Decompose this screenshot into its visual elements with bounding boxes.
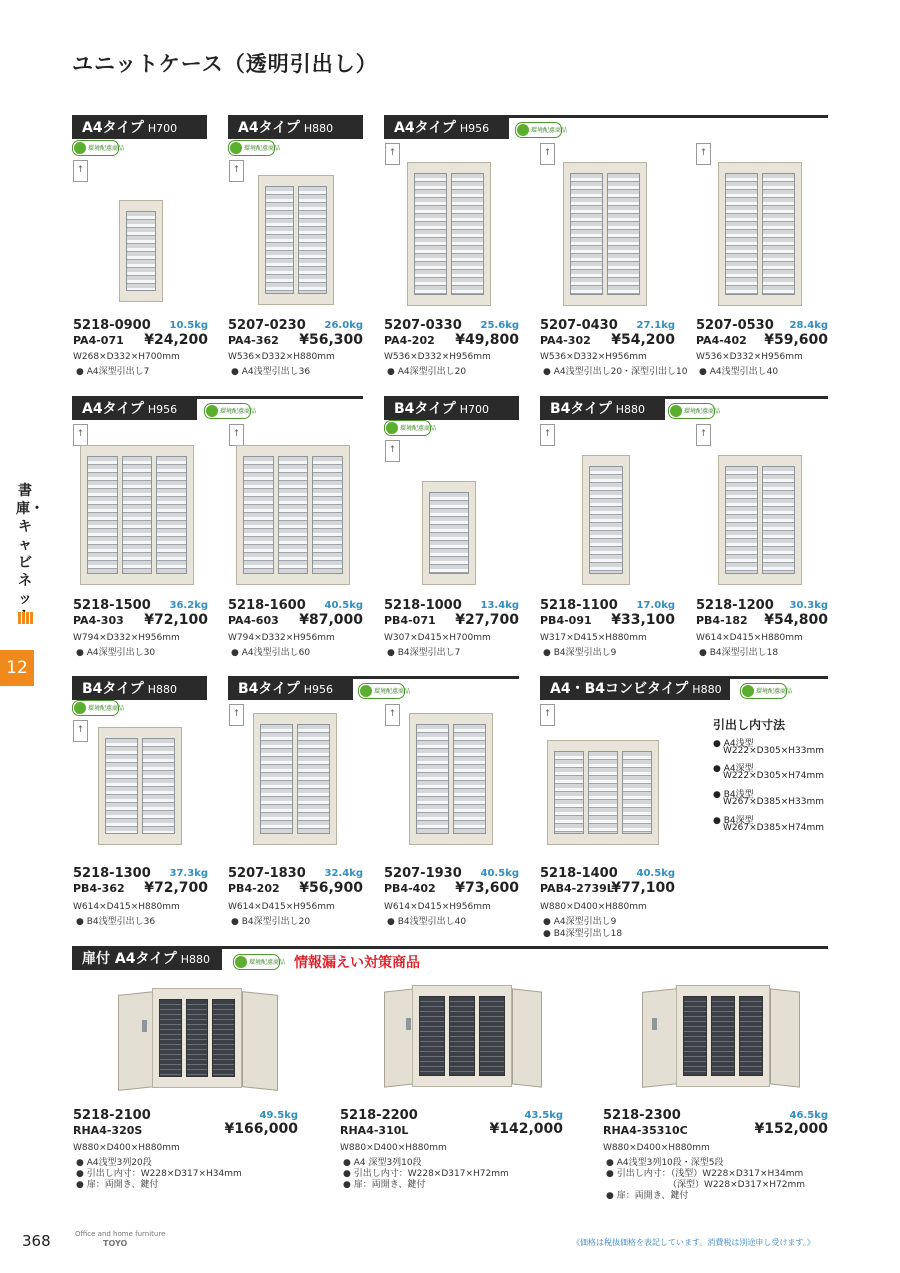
product-dimensions: W536×D332×H956mm <box>696 352 803 362</box>
product-code: 5207-0330 <box>384 318 462 333</box>
product-dimensions: W268×D332×H700mm <box>73 352 180 362</box>
tax-note: 《価格は税抜価格を表記しています。消費税は別途申し受けます。》 <box>572 1238 815 1247</box>
product-spec: ● B4深型引出し18 <box>543 929 623 939</box>
product-code: 5218-0900 <box>73 318 151 333</box>
drawer-type: ● B4深型 <box>713 816 754 826</box>
chapter-number: 12 <box>0 650 34 686</box>
product-price: ¥87,000 <box>299 612 363 628</box>
product-model: PB4-402 <box>384 882 436 895</box>
leaf-icon <box>235 956 247 968</box>
product-model: PA4-362 <box>228 334 279 347</box>
product-weight: 26.0kg <box>324 320 363 331</box>
product-spec: ● B4深型引出し9 <box>543 648 617 658</box>
arrow-mark-icon: ↑ <box>385 440 400 462</box>
product-spec: ● B4深型引出し7 <box>387 648 461 658</box>
product-code: 5207-0230 <box>228 318 306 333</box>
arrow-mark-icon: ↑ <box>229 424 244 446</box>
product-code: 5218-2300 <box>603 1108 681 1123</box>
product-price: ¥54,800 <box>764 612 828 628</box>
eco-badge: 環境配慮商品 <box>384 420 431 436</box>
product-dimensions: W614×D415×H880mm <box>73 902 180 912</box>
product-spec: ● A4深型引出し9 <box>543 917 617 927</box>
product-dimensions: W536×D332×H956mm <box>384 352 491 362</box>
cabinet-image <box>258 175 334 305</box>
product-model: PA4-402 <box>696 334 747 347</box>
product-dimensions: W880×D400×H880mm <box>340 1143 447 1153</box>
leaf-icon <box>360 685 372 697</box>
arrow-mark-icon: ↑ <box>540 143 555 165</box>
product-weight: 49.5kg <box>259 1110 298 1121</box>
section-name: B4タイプ <box>82 681 144 697</box>
leaf-icon <box>206 405 218 417</box>
section-name: A4タイプ <box>82 120 144 136</box>
page-number: 368 <box>22 1232 51 1250</box>
product-dimensions: W536×D332×H880mm <box>228 352 335 362</box>
arrow-mark-icon: ↑ <box>696 424 711 446</box>
product-weight: 10.5kg <box>169 320 208 331</box>
drawer-type: ● A4深型 <box>713 764 754 774</box>
footer-subtitle: Office and home furniture <box>75 1230 166 1238</box>
product-weight: 40.5kg <box>480 868 519 879</box>
product-dimensions: W614×D415×H956mm <box>228 902 335 912</box>
section-height: H880 <box>147 683 177 696</box>
section-a4-h956 <box>384 115 828 140</box>
product-spec: ● B4浅型引出し36 <box>76 917 156 927</box>
side-category-label: 書庫・キャビネッ <box>16 483 44 607</box>
section-name: A4タイプ <box>82 401 144 417</box>
product-spec: （深型）W228×D317×H72mm <box>668 1180 806 1190</box>
section-height: H956 <box>459 122 490 135</box>
section-height: H880 <box>303 122 334 135</box>
section-name: A4タイプ <box>238 120 300 136</box>
product-price: ¥24,200 <box>144 332 208 348</box>
arrow-mark-icon: ↑ <box>73 160 88 182</box>
product-price: ¥166,000 <box>224 1121 298 1137</box>
arrow-mark-icon: ↑ <box>229 160 244 182</box>
product-price: ¥56,300 <box>299 332 363 348</box>
product-price: ¥72,100 <box>144 612 208 628</box>
product-price: ¥73,600 <box>455 880 519 896</box>
product-model: RHA4-35310C <box>603 1124 688 1137</box>
product-price: ¥72,700 <box>144 880 208 896</box>
leaf-icon <box>670 405 682 417</box>
section-height: H956 <box>147 403 178 416</box>
product-weight: 30.3kg <box>789 600 828 611</box>
product-price: ¥56,900 <box>299 880 363 896</box>
product-weight: 27.1kg <box>636 320 675 331</box>
drawer-size: W222×D305×H33mm <box>723 746 825 756</box>
cabinet-image <box>563 162 647 306</box>
product-dimensions: W880×D400×H880mm <box>73 1143 180 1153</box>
product-weight: 40.5kg <box>324 600 363 611</box>
leaf-icon <box>74 142 86 154</box>
section-a4-h880 <box>228 115 363 140</box>
product-model: PA4-202 <box>384 334 435 347</box>
product-price: ¥49,800 <box>455 332 519 348</box>
eco-badge: 環境配慮商品 <box>740 683 787 699</box>
section-b4-h700 <box>384 396 519 421</box>
section-height: H880 <box>180 953 211 966</box>
section-name: 扉付 A4タイプ <box>82 951 177 967</box>
product-spec: ● A4浅型3列20段 <box>76 1158 152 1168</box>
cabinet-image <box>80 445 194 585</box>
eco-badge: 環境配慮商品 <box>72 140 119 156</box>
product-model: PB4-202 <box>228 882 280 895</box>
arrow-mark-icon: ↑ <box>73 424 88 446</box>
section-a4-h700 <box>72 115 207 140</box>
product-dimensions: W317×D415×H880mm <box>540 633 647 643</box>
product-code: 5218-1400 <box>540 866 618 881</box>
section-name: B4タイプ <box>394 401 456 417</box>
section-name: A4タイプ <box>394 120 456 136</box>
product-spec: ● A4深型引出し20 <box>387 367 467 377</box>
section-name: A4・B4コンビタイプ <box>550 681 689 697</box>
cabinet-image <box>98 727 182 845</box>
product-dimensions: W794×D332×H956mm <box>228 633 335 643</box>
product-model: PB4-091 <box>540 614 592 627</box>
section-b4-h880-2 <box>72 676 207 701</box>
leaf-icon <box>386 422 398 434</box>
product-code: 5218-1600 <box>228 598 306 613</box>
eco-badge: 環境配慮商品 <box>228 140 275 156</box>
page-title: ユニットケース（透明引出し） <box>72 52 378 76</box>
drawer-type: ● B4浅型 <box>713 790 754 800</box>
product-spec: ● 扉：両開き、鍵付 <box>76 1180 159 1190</box>
product-weight: 28.4kg <box>789 320 828 331</box>
product-spec: ● A4深型引出し30 <box>76 648 156 658</box>
eco-badge: 環境配慮商品 <box>204 403 251 419</box>
section-height: H880 <box>692 683 722 696</box>
product-code: 5207-1930 <box>384 866 462 881</box>
product-weight: 37.3kg <box>169 868 208 879</box>
product-weight: 46.5kg <box>789 1110 828 1121</box>
product-price: ¥77,100 <box>611 880 675 896</box>
drawer-size: W222×D305×H74mm <box>723 771 825 781</box>
cabinet-image <box>409 713 493 845</box>
product-spec: ● B4深型引出し18 <box>699 648 779 658</box>
cabinet-image <box>119 200 163 302</box>
product-weight: 40.5kg <box>636 868 675 879</box>
product-code: 5218-2100 <box>73 1108 151 1123</box>
product-spec: ● A4浅型引出し60 <box>231 648 311 658</box>
product-dimensions: W880×D400×H880mm <box>603 1143 710 1153</box>
drawer-size: W267×D385×H33mm <box>723 797 825 807</box>
product-model: PA4-071 <box>73 334 124 347</box>
product-weight: 32.4kg <box>324 868 363 879</box>
product-code: 5218-1100 <box>540 598 618 613</box>
product-spec: ● 扉：両開き、鍵付 <box>606 1191 689 1201</box>
cabinet-image <box>236 445 350 585</box>
product-code: 5218-1200 <box>696 598 774 613</box>
drawer-dims-title: 引出し内寸法 <box>713 718 786 732</box>
product-model: PAB4-2739L <box>540 882 614 895</box>
product-code: 5207-0430 <box>540 318 618 333</box>
section-height: H700 <box>147 122 178 135</box>
cabinet-image <box>422 481 476 585</box>
eco-badge: 環境配慮商品 <box>515 122 562 138</box>
product-spec: ● A4深型引出し7 <box>76 367 150 377</box>
product-spec: ● A4浅型3列10段・深型5段 <box>606 1158 724 1168</box>
cabinet-image <box>582 455 630 585</box>
product-code: 5207-1830 <box>228 866 306 881</box>
cabinet-image <box>718 455 802 585</box>
product-spec: ● A4浅型引出し20・深型引出し10 <box>543 367 688 377</box>
product-weight: 13.4kg <box>480 600 519 611</box>
product-model: PA4-302 <box>540 334 591 347</box>
product-weight: 25.6kg <box>480 320 519 331</box>
product-weight: 36.2kg <box>169 600 208 611</box>
product-model: PB4-182 <box>696 614 748 627</box>
product-code: 5218-1000 <box>384 598 462 613</box>
drawer-size: W267×D385×H74mm <box>723 823 825 833</box>
cabinet-image <box>253 713 337 845</box>
eco-badge: 環境配慮商品 <box>358 683 405 699</box>
leaf-icon <box>230 142 242 154</box>
product-spec: ● A4浅型引出し40 <box>699 367 779 377</box>
product-model: PB4-362 <box>73 882 125 895</box>
arrow-mark-icon: ↑ <box>229 704 244 726</box>
arrow-mark-icon: ↑ <box>696 143 711 165</box>
product-dimensions: W536×D332×H956mm <box>540 352 647 362</box>
eco-badge: 環境配慮商品 <box>233 954 280 970</box>
product-spec: ● 引出し内寸：W228×D317×H34mm <box>76 1169 242 1179</box>
product-dimensions: W614×D415×H880mm <box>696 633 803 643</box>
product-spec: ● 引出し内寸：（浅型）W228×D317×H34mm <box>606 1169 804 1179</box>
product-dimensions: W880×D400×H880mm <box>540 902 647 912</box>
arrow-mark-icon: ↑ <box>385 143 400 165</box>
arrow-mark-icon: ↑ <box>540 424 555 446</box>
product-price: ¥54,200 <box>611 332 675 348</box>
eco-badge: 環境配慮商品 <box>72 700 119 716</box>
section-door <box>72 946 828 971</box>
product-price: ¥152,000 <box>754 1121 828 1137</box>
product-code: 5207-0530 <box>696 318 774 333</box>
section-name: B4タイプ <box>550 401 612 417</box>
section-name: B4タイプ <box>238 681 300 697</box>
product-dimensions: W614×D415×H956mm <box>384 902 491 912</box>
product-code: 5218-1500 <box>73 598 151 613</box>
product-price: ¥27,700 <box>455 612 519 628</box>
arrow-mark-icon: ↑ <box>385 704 400 726</box>
security-product-label: 情報漏えい対策商品 <box>294 955 420 971</box>
product-spec: ● B4深型引出し20 <box>231 917 311 927</box>
leaf-icon <box>742 685 754 697</box>
section-height: H880 <box>615 403 645 416</box>
side-index-bar <box>18 612 34 624</box>
product-code: 5218-2200 <box>340 1108 418 1123</box>
leaf-icon <box>74 702 86 714</box>
section-height: H956 <box>303 683 333 696</box>
cabinet-image <box>407 162 491 306</box>
drawer-type: ● A4浅型 <box>713 739 754 749</box>
product-price: ¥59,600 <box>764 332 828 348</box>
product-model: PA4-603 <box>228 614 279 627</box>
product-spec: ● 引出し内寸：W228×D317×H72mm <box>343 1169 509 1179</box>
product-spec: ● A4浅型引出し36 <box>231 367 311 377</box>
arrow-mark-icon: ↑ <box>540 704 555 726</box>
product-model: PB4-071 <box>384 614 436 627</box>
product-code: 5218-1300 <box>73 866 151 881</box>
product-spec: ● A4 深型3列10段 <box>343 1158 422 1168</box>
footer-brand: TOYO <box>103 1239 128 1248</box>
product-price: ¥142,000 <box>489 1121 563 1137</box>
leaf-icon <box>517 124 529 136</box>
section-height: H700 <box>459 403 489 416</box>
product-dimensions: W794×D332×H956mm <box>73 633 180 643</box>
product-weight: 43.5kg <box>524 1110 563 1121</box>
arrow-mark-icon: ↑ <box>73 720 88 742</box>
product-spec: ● B4浅型引出し40 <box>387 917 467 927</box>
product-dimensions: W307×D415×H700mm <box>384 633 491 643</box>
product-weight: 17.0kg <box>636 600 675 611</box>
cabinet-image <box>718 162 802 306</box>
product-model: RHA4-310L <box>340 1124 409 1137</box>
product-model: PA4-303 <box>73 614 124 627</box>
product-model: RHA4-320S <box>73 1124 143 1137</box>
product-price: ¥33,100 <box>611 612 675 628</box>
eco-badge: 環境配慮商品 <box>668 403 715 419</box>
cabinet-image <box>547 740 659 845</box>
product-spec: ● 扉：両開き、鍵付 <box>343 1180 426 1190</box>
